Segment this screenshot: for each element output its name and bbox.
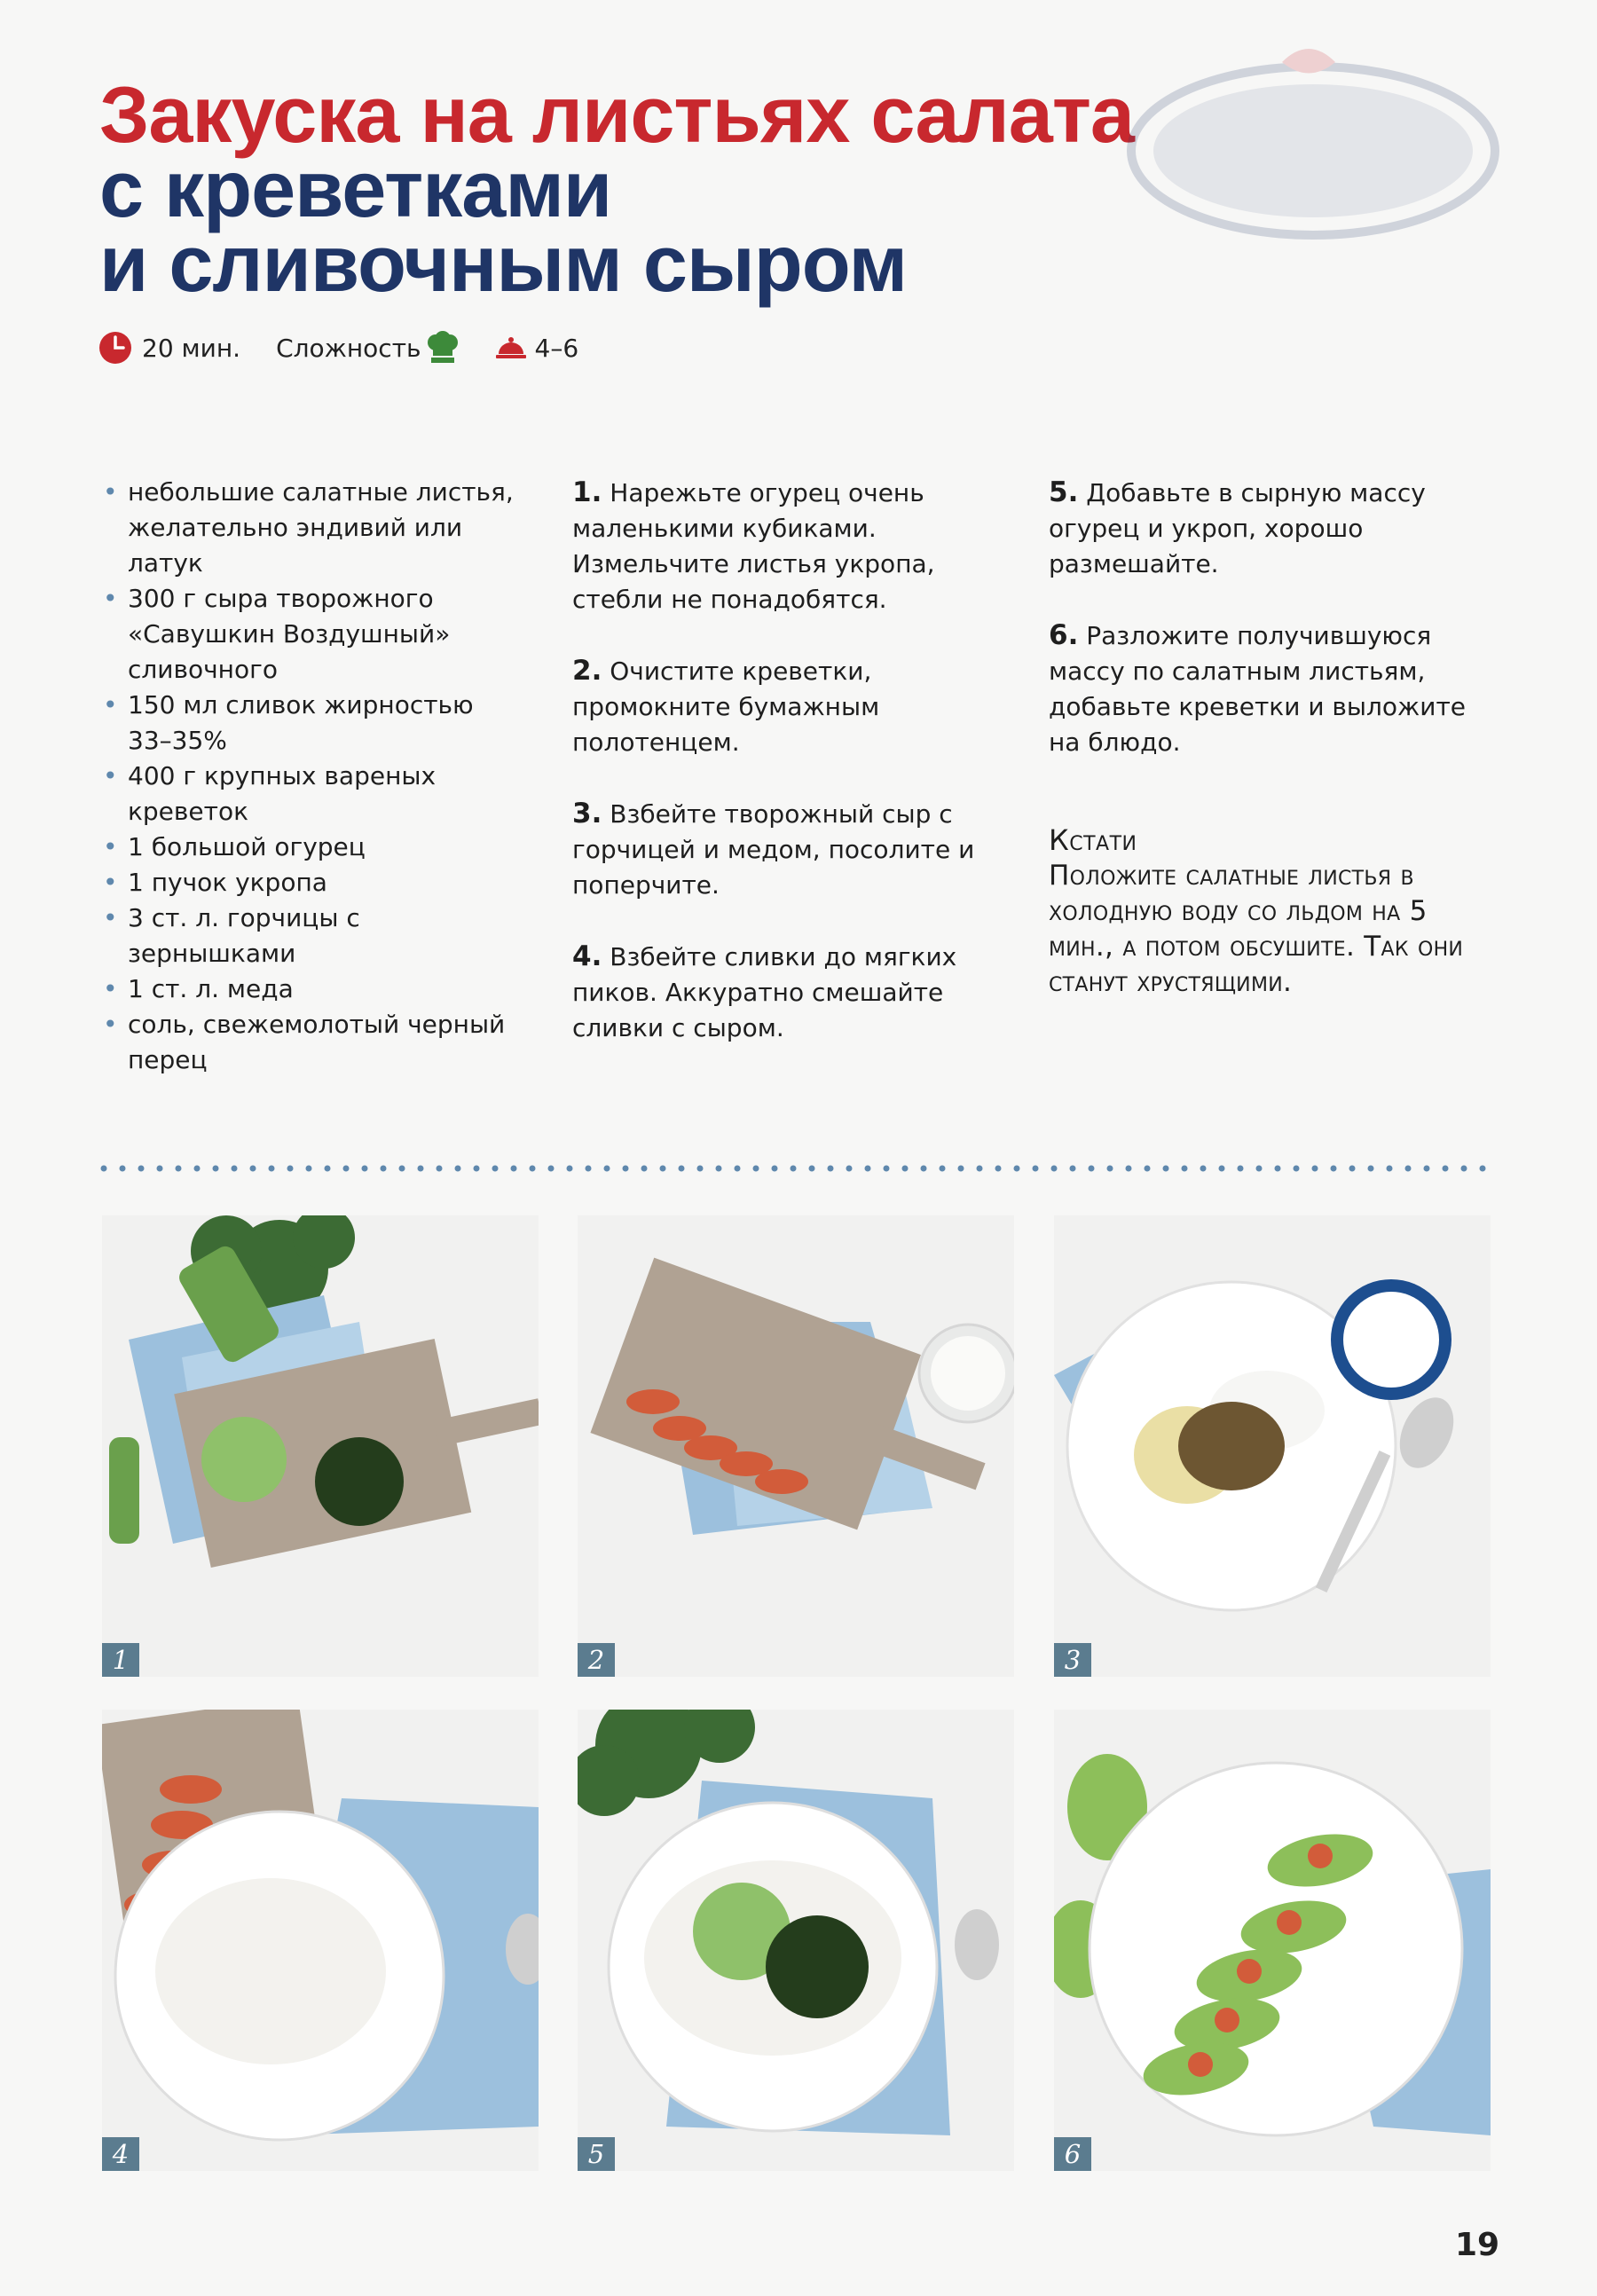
ingredient-item: • небольшие салатные листья, желательно эндивий или латук	[99, 475, 516, 581]
step-photo-2	[578, 1215, 1014, 1677]
brand-logo-watermark	[1122, 35, 1504, 266]
dotted-divider	[99, 1162, 1497, 1175]
difficulty	[276, 331, 458, 365]
photo-plate-lettuce-shrimp	[1054, 1710, 1491, 2171]
photo-cutting-board-shrimp	[578, 1215, 1014, 1677]
page-number: 19	[1455, 2227, 1500, 2263]
step-photo-5	[578, 1710, 1014, 2171]
time	[98, 330, 240, 366]
tip-text: Положите салатные листья в холодную воду со льдом на 5 мин., а потом обсушите. Так они станут хрустящими.	[1049, 860, 1464, 998]
ingredients-list	[99, 475, 516, 1078]
ingredient-item: • соль, свежемолотый черный перец	[99, 1007, 516, 1078]
difficulty-label: Сложность	[276, 333, 421, 363]
photo-number: 1	[102, 1643, 139, 1677]
tip-title: Кстати	[1049, 823, 1137, 857]
photo-bowl-cucumber-dill	[578, 1710, 1014, 2171]
recipe-meta	[98, 328, 578, 367]
photo-plate-cheese-mustard	[1054, 1215, 1491, 1677]
step-text: Разложите получившуюся массу по салатным листьям, добавьте креветки и выложите на блюдо.	[1049, 621, 1467, 757]
step-4	[572, 939, 998, 1046]
cloche-icon	[494, 334, 528, 361]
clock-icon	[98, 330, 133, 366]
photo-number: 5	[578, 2137, 615, 2171]
tip-box	[1049, 822, 1492, 1000]
step-text: Очистите креветки, промокните бумажным полотенцем.	[572, 657, 880, 757]
ingredient-item: • 400 г крупных вареных креветок	[99, 759, 516, 830]
photo-cutting-board-cucumber-dill	[102, 1215, 539, 1677]
step-2	[572, 653, 998, 760]
time-value: 20 мин.	[142, 333, 241, 363]
step-number: 2.	[572, 655, 602, 687]
step-number: 3.	[572, 798, 602, 830]
servings-value: 4–6	[534, 333, 579, 363]
spoon-icon	[1389, 1389, 1464, 1477]
title-line-1: Закуска на листьях салата	[99, 71, 1134, 160]
step-5	[1049, 475, 1492, 582]
ingredient-item: • 1 ст. л. меда	[99, 971, 516, 1007]
photo-number: 2	[578, 1643, 615, 1677]
photo-number: 3	[1054, 1643, 1091, 1677]
step-text: Нарежьте огурец очень маленькими кубиками. Измельчите листья укропа, стебли не понадобятся.	[572, 478, 935, 614]
photo-number: 6	[1054, 2137, 1091, 2171]
step-1	[572, 475, 998, 617]
step-3	[572, 796, 998, 903]
step-number: 1.	[572, 476, 602, 508]
step-text: Добавьте в сырную массу огурец и укроп, хорошо размешайте.	[1049, 478, 1426, 578]
chef-hat-icon	[427, 331, 459, 365]
ingredient-item: • 1 пучок укропа	[99, 865, 516, 900]
ingredient-item: • 150 мл сливок жирностью 33–35%	[99, 688, 516, 759]
title-line-3: и сливочным сыром	[99, 220, 908, 309]
step-photo-1	[102, 1215, 539, 1677]
step-number: 6.	[1049, 619, 1079, 651]
step-photo-6	[1054, 1710, 1491, 2171]
step-number: 4.	[572, 940, 602, 972]
step-photo-3	[1054, 1215, 1491, 1677]
title-line-2: с креветками	[99, 145, 612, 234]
photo-bowl-whipped-cheese	[102, 1710, 539, 2171]
step-number: 5.	[1049, 476, 1079, 508]
recipe-title	[99, 71, 1134, 309]
step-text: Взбейте сливки до мягких пиков. Аккуратно смешайте сливки с сыром.	[572, 942, 957, 1042]
step-6	[1049, 617, 1492, 760]
ingredient-item: • 1 большой огурец	[99, 830, 516, 865]
steps-column-1	[572, 475, 998, 1081]
ingredient-item: • 3 ст. л. горчицы с зернышками	[99, 900, 516, 971]
ingredient-item: • 300 г сыра творожного «Савушкин Воздушный» сливочного	[99, 581, 516, 688]
step-text: Взбейте творожный сыр с горчицей и медом, посолите и поперчите.	[572, 799, 975, 900]
photo-number: 4	[102, 2137, 139, 2171]
servings	[494, 334, 579, 363]
step-photo-4	[102, 1710, 539, 2171]
steps-column-2	[1049, 475, 1492, 1000]
cucumber-slice	[109, 1437, 139, 1544]
